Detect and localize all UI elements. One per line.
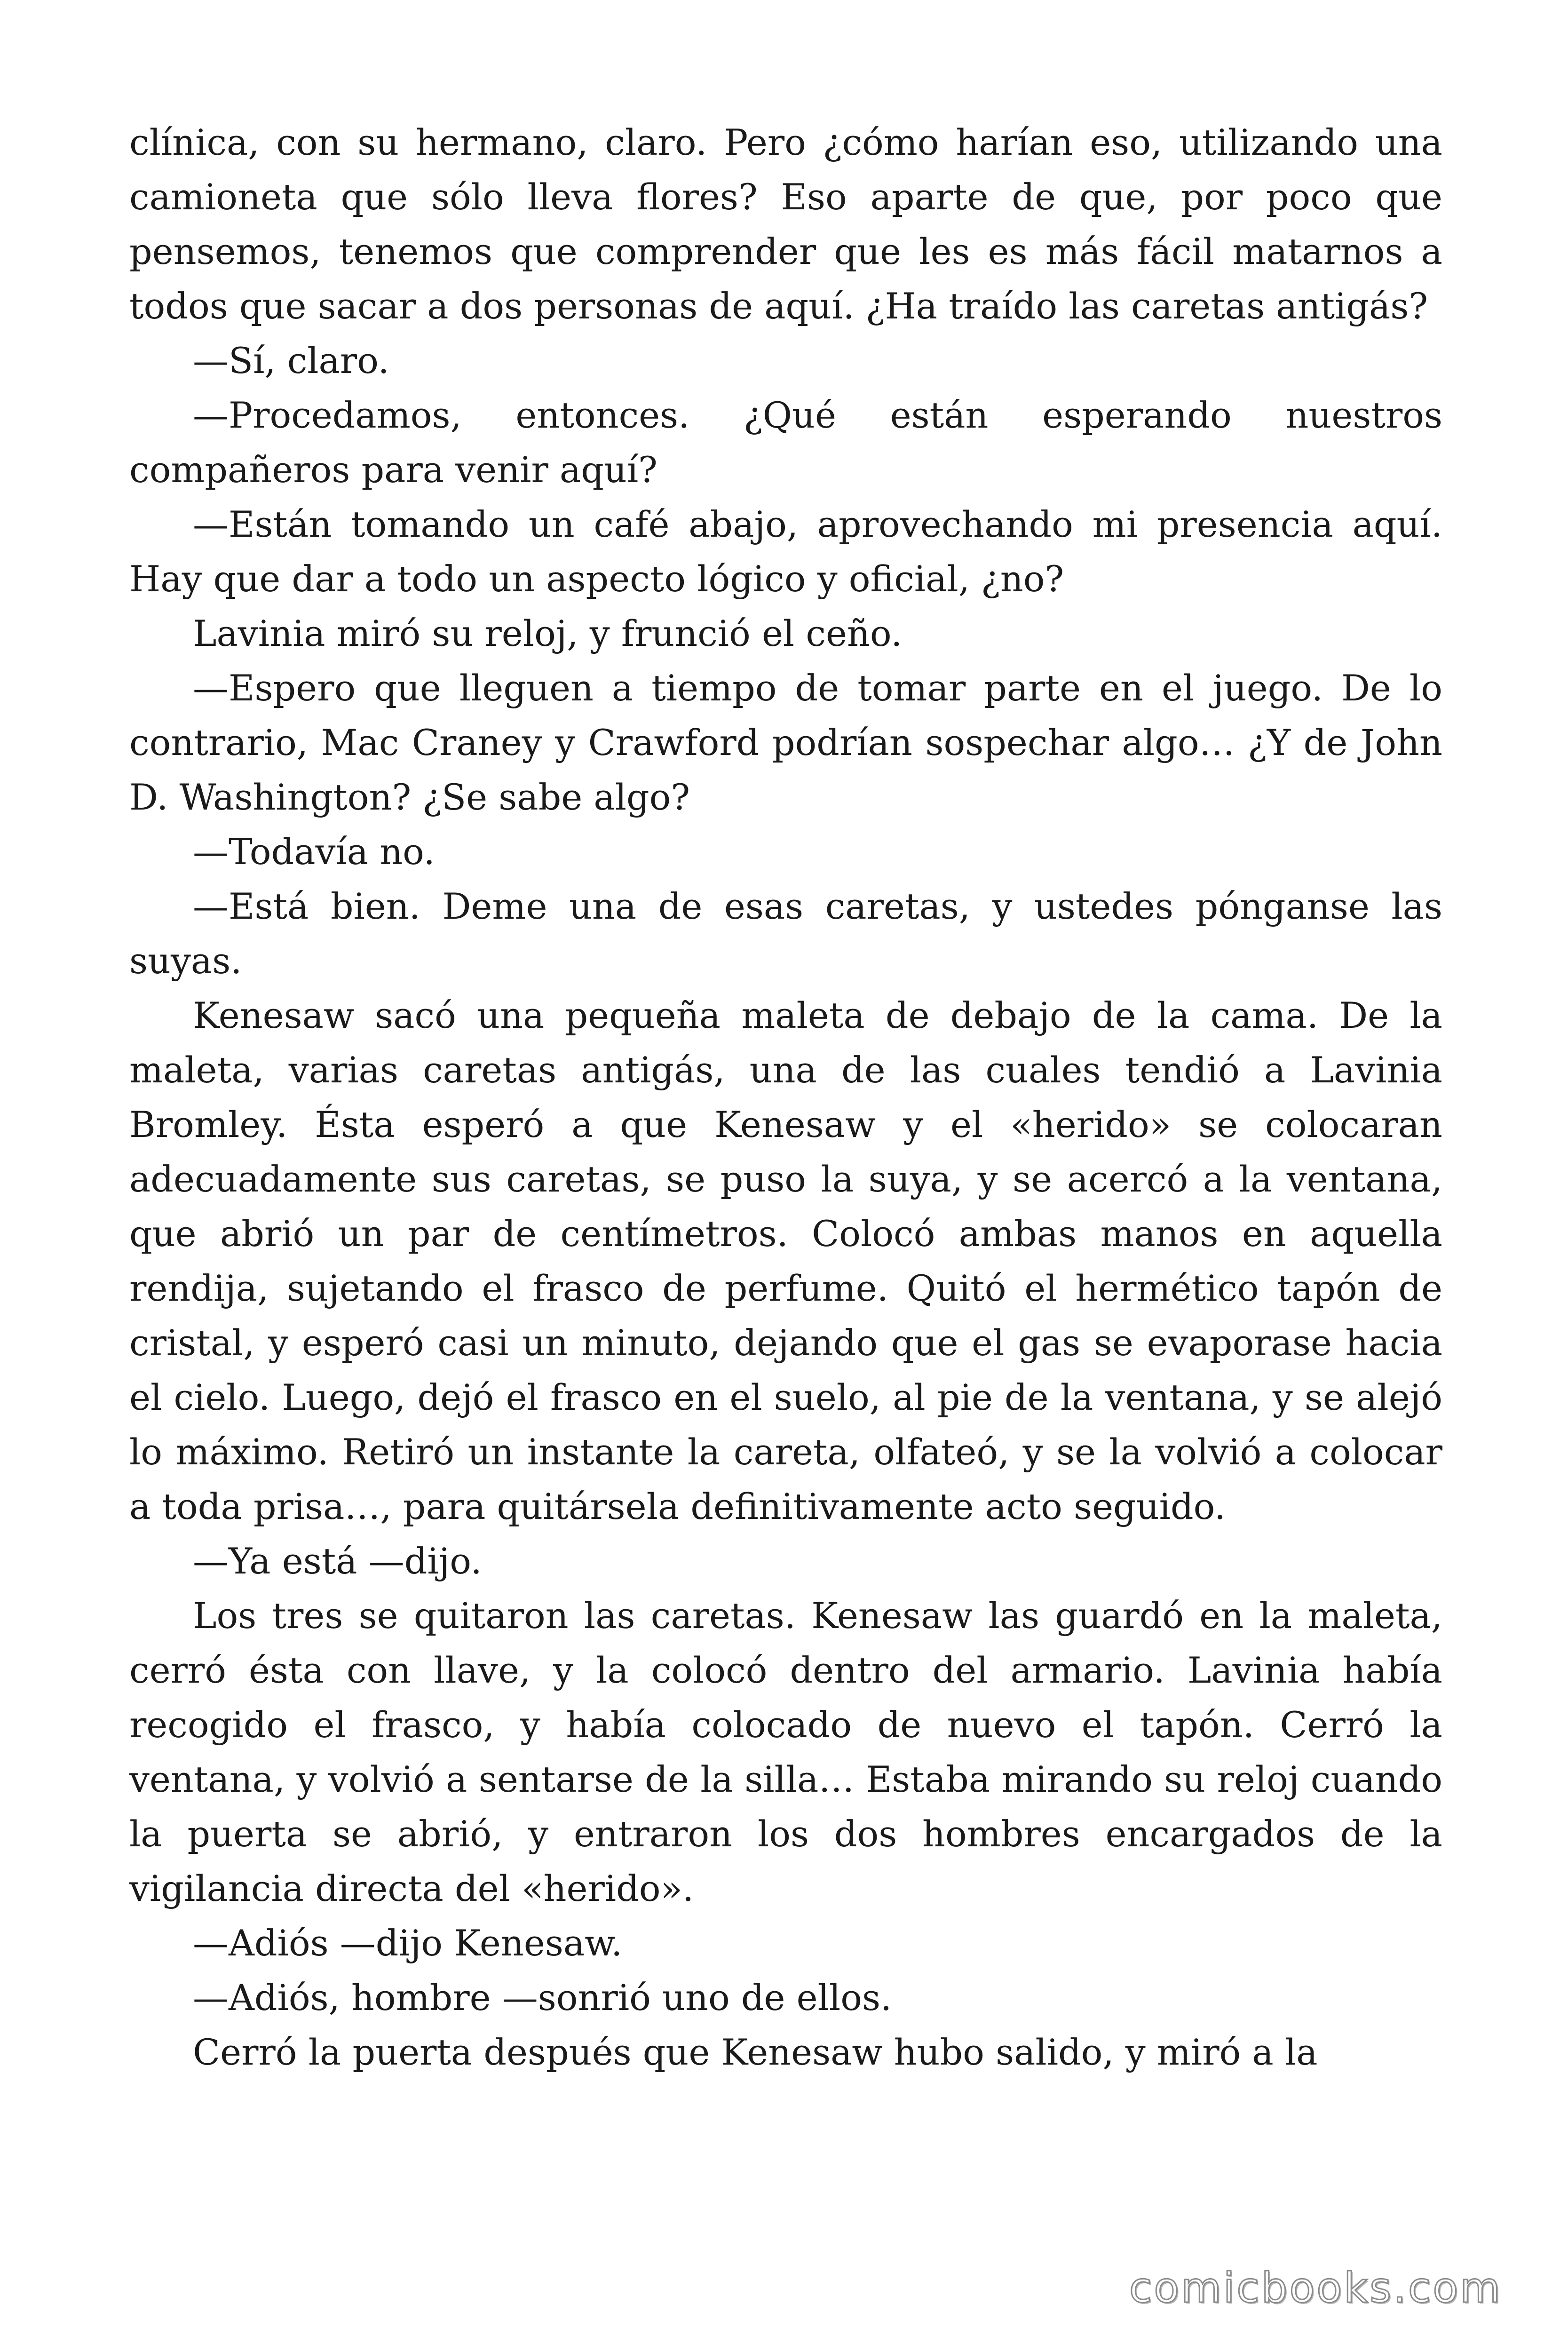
paragraph: —Procedamos, entonces. ¿Qué están esperando nuestros compañeros para venir aquí?	[129, 394, 1442, 491]
paragraph: —Están tomando un café abajo, aprovechando mi presencia aquí. Hay que dar a todo un aspecto lógico y oficial, ¿no?	[129, 503, 1442, 600]
paragraph: —Todavía no.	[193, 831, 435, 873]
paragraph: —Adiós, hombre —sonrió uno de ellos.	[193, 1977, 892, 2018]
paragraph: —Adiós —dijo Kenesaw.	[193, 1922, 623, 1964]
paragraph: —Está bien. Deme una de esas caretas, y ustedes pónganse las suyas.	[129, 885, 1442, 982]
paragraph: —Espero que lleguen a tiempo de tomar parte en el juego. De lo contrario, Mac Craney y Crawford podrían sospechar algo… ¿Y de John D. Washington? ¿Se sabe algo?	[129, 667, 1442, 818]
paragraph: —Ya está —dijo.	[193, 1540, 482, 1582]
paragraph: Lavinia miró su reloj, y frunció el ceño.	[193, 612, 903, 654]
paragraph: Cerró la puerta después que Kenesaw hubo salido, y miró a la	[193, 2031, 1318, 2073]
paragraph: clínica, con su hermano, claro. Pero ¿cómo harían eso, utilizando una camioneta que sólo lleva flores? Eso aparte de que, por poco que pensemos, tenemos que comprender que les es más fácil matarnos a todos que sacar a dos personas de aquí. ¿Ha traído las caretas antigás?	[129, 121, 1442, 327]
paragraph: —Sí, claro.	[193, 340, 389, 381]
watermark: comicbooks.com	[1129, 2264, 1502, 2312]
paragraph: Los tres se quitaron las caretas. Kenesaw las guardó en la maleta, cerró ésta con llave, y la colocó dentro del armario. Lavinia había recogido el frasco, y había colocado de nuevo el tapón. Cerró la ventana, y volvió a sentarse de la silla… Estaba mirando su reloj cuando la puerta se abrió, y entraron los dos hombres encargados de la vigilancia directa del «herido».	[129, 1595, 1442, 1909]
page-body-text	[129, 115, 1442, 2080]
paragraph: Kenesaw sacó una pequeña maleta de debajo de la cama. De la maleta, varias caretas antigás, una de las cuales tendió a Lavinia Bromley. Ésta esperó a que Kenesaw y el «herido» se colocaran adecuadamente sus caretas, se puso la suya, y se acercó a la ventana, que abrió un par de centímetros. Colocó ambas manos en aquella rendija, sujetando el frasco de perfume. Quitó el hermético tapón de cristal, y esperó casi un minuto, dejando que el gas se evaporase hacia el cielo. Luego, dejó el frasco en el suelo, al pie de la ventana, y se alejó lo máximo. Retiró un instante la careta, olfateó, y se la volvió a colocar a toda prisa…, para quitársela definitivamente acto seguido.	[129, 994, 1442, 1527]
